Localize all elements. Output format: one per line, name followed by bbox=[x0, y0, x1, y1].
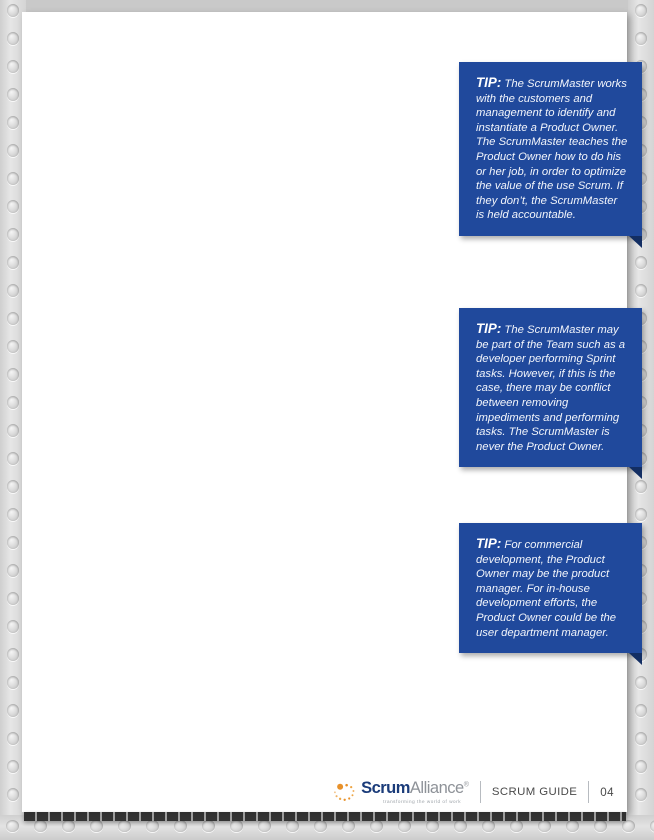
perforation-hole bbox=[635, 480, 647, 493]
perforation-hole bbox=[635, 284, 647, 297]
tip-2-body: The ScrumMaster may be part of the Team such as a developer performing Sprint tasks. However, if this is the case, there may be conflict between removing impediments and performing tasks. The ScrumMaster is never the Product Owner. bbox=[476, 324, 626, 453]
perforation-hole bbox=[7, 284, 19, 297]
footer-divider-1 bbox=[480, 781, 481, 803]
perforation-hole bbox=[202, 820, 215, 832]
perforation-hole bbox=[7, 256, 19, 269]
folded-corner-icon bbox=[629, 653, 642, 665]
perforation-hole bbox=[635, 4, 647, 17]
perforation-hole bbox=[7, 144, 19, 157]
tip-callout-scrummaster-team-member bbox=[459, 308, 642, 467]
perforation-hole bbox=[7, 508, 19, 521]
tip-1-body: The ScrumMaster works with the customers and management to identify and instantiate a Product Owner. The ScrumMaster teaches the Product Owner how to do his or her job, in order to optimize the value of the use Scrum. If they don’t, the ScrumMaster is held accountable. bbox=[476, 78, 628, 222]
perforation-hole bbox=[7, 648, 19, 661]
footer-divider-2 bbox=[588, 781, 589, 803]
perforation-hole bbox=[622, 820, 635, 832]
logo-alliance-text: Alliance bbox=[409, 779, 464, 797]
perforation-hole bbox=[635, 732, 647, 745]
perforation-hole bbox=[7, 4, 19, 17]
logo-trademark: ® bbox=[463, 781, 469, 789]
perforation-hole bbox=[635, 676, 647, 689]
perforation-hole bbox=[7, 536, 19, 549]
perforation-hole bbox=[650, 820, 654, 832]
perforation-hole bbox=[398, 820, 411, 832]
perforation-hole bbox=[342, 820, 355, 832]
perforation-hole bbox=[7, 60, 19, 73]
tip-2-text bbox=[476, 322, 628, 454]
perforation-hole bbox=[538, 820, 551, 832]
perforation-hole bbox=[510, 820, 523, 832]
tip-callout-scrummaster-product-owner bbox=[459, 62, 642, 236]
perforation-hole bbox=[7, 424, 19, 437]
perforation-hole bbox=[6, 820, 19, 832]
tip-3-label: TIP: bbox=[476, 536, 502, 551]
tip-1-text bbox=[476, 76, 628, 223]
perforation-hole bbox=[7, 480, 19, 493]
footer-guide-label: SCRUM GUIDE bbox=[491, 786, 578, 798]
logo-wordmark bbox=[361, 780, 469, 804]
perforation-hole bbox=[566, 820, 579, 832]
perforation-hole bbox=[314, 820, 327, 832]
perforation-hole bbox=[7, 732, 19, 745]
perforation-hole bbox=[7, 788, 19, 801]
perforation-hole bbox=[370, 820, 383, 832]
page-binding-strip bbox=[24, 812, 626, 821]
perforation-hole bbox=[7, 396, 19, 409]
perforation-hole bbox=[635, 508, 647, 521]
footer-page-number: 04 bbox=[600, 785, 614, 799]
perforation-hole bbox=[7, 452, 19, 465]
perforation-hole bbox=[7, 340, 19, 353]
perforation-hole bbox=[90, 820, 103, 832]
perforation-hole bbox=[7, 312, 19, 325]
perforation-hole bbox=[7, 620, 19, 633]
perforation-hole bbox=[62, 820, 75, 832]
perforation-hole bbox=[7, 564, 19, 577]
logo-name-line bbox=[361, 780, 469, 797]
perforation-hole bbox=[635, 704, 647, 717]
tip-2-label: TIP: bbox=[476, 321, 502, 336]
perforation-hole bbox=[7, 172, 19, 185]
perforation-hole bbox=[635, 788, 647, 801]
perforation-hole bbox=[7, 228, 19, 241]
logo-scrum-text: Scrum bbox=[361, 779, 410, 797]
perforation-hole bbox=[7, 760, 19, 773]
perforation-hole bbox=[7, 368, 19, 381]
perforation-hole bbox=[635, 256, 647, 269]
perforation-hole bbox=[258, 820, 271, 832]
tip-callout-product-owner-roles bbox=[459, 523, 642, 653]
perforation-hole bbox=[454, 820, 467, 832]
scrum-alliance-logo bbox=[332, 779, 469, 805]
perforation-hole bbox=[635, 760, 647, 773]
perforation-hole bbox=[118, 820, 131, 832]
tip-3-body: For commercial development, the Product Owner may be the product manager. For in-house development efforts, the Product Owner could be the user department manager. bbox=[476, 539, 617, 639]
perforation-hole bbox=[7, 676, 19, 689]
perforation-hole bbox=[426, 820, 439, 832]
tip-1-label: TIP: bbox=[476, 75, 502, 90]
perforation-hole bbox=[7, 32, 19, 45]
swirl-icon bbox=[332, 779, 358, 805]
perforation-hole bbox=[635, 32, 647, 45]
perforation-hole bbox=[482, 820, 495, 832]
perforation-hole bbox=[34, 820, 47, 832]
page-footer bbox=[332, 779, 614, 805]
folded-corner-icon bbox=[629, 467, 642, 479]
perforation-hole bbox=[146, 820, 159, 832]
perforation-hole bbox=[174, 820, 187, 832]
perforation-hole bbox=[7, 704, 19, 717]
logo-tagline: transforming the world of work bbox=[383, 799, 462, 804]
perforation-hole bbox=[594, 820, 607, 832]
perforation-hole bbox=[7, 116, 19, 129]
perforation-hole bbox=[7, 200, 19, 213]
perforation-hole bbox=[230, 820, 243, 832]
perforation-hole bbox=[7, 592, 19, 605]
perforation-hole bbox=[7, 88, 19, 101]
tip-3-text bbox=[476, 537, 628, 640]
folded-corner-icon bbox=[629, 236, 642, 248]
perforation-hole bbox=[286, 820, 299, 832]
